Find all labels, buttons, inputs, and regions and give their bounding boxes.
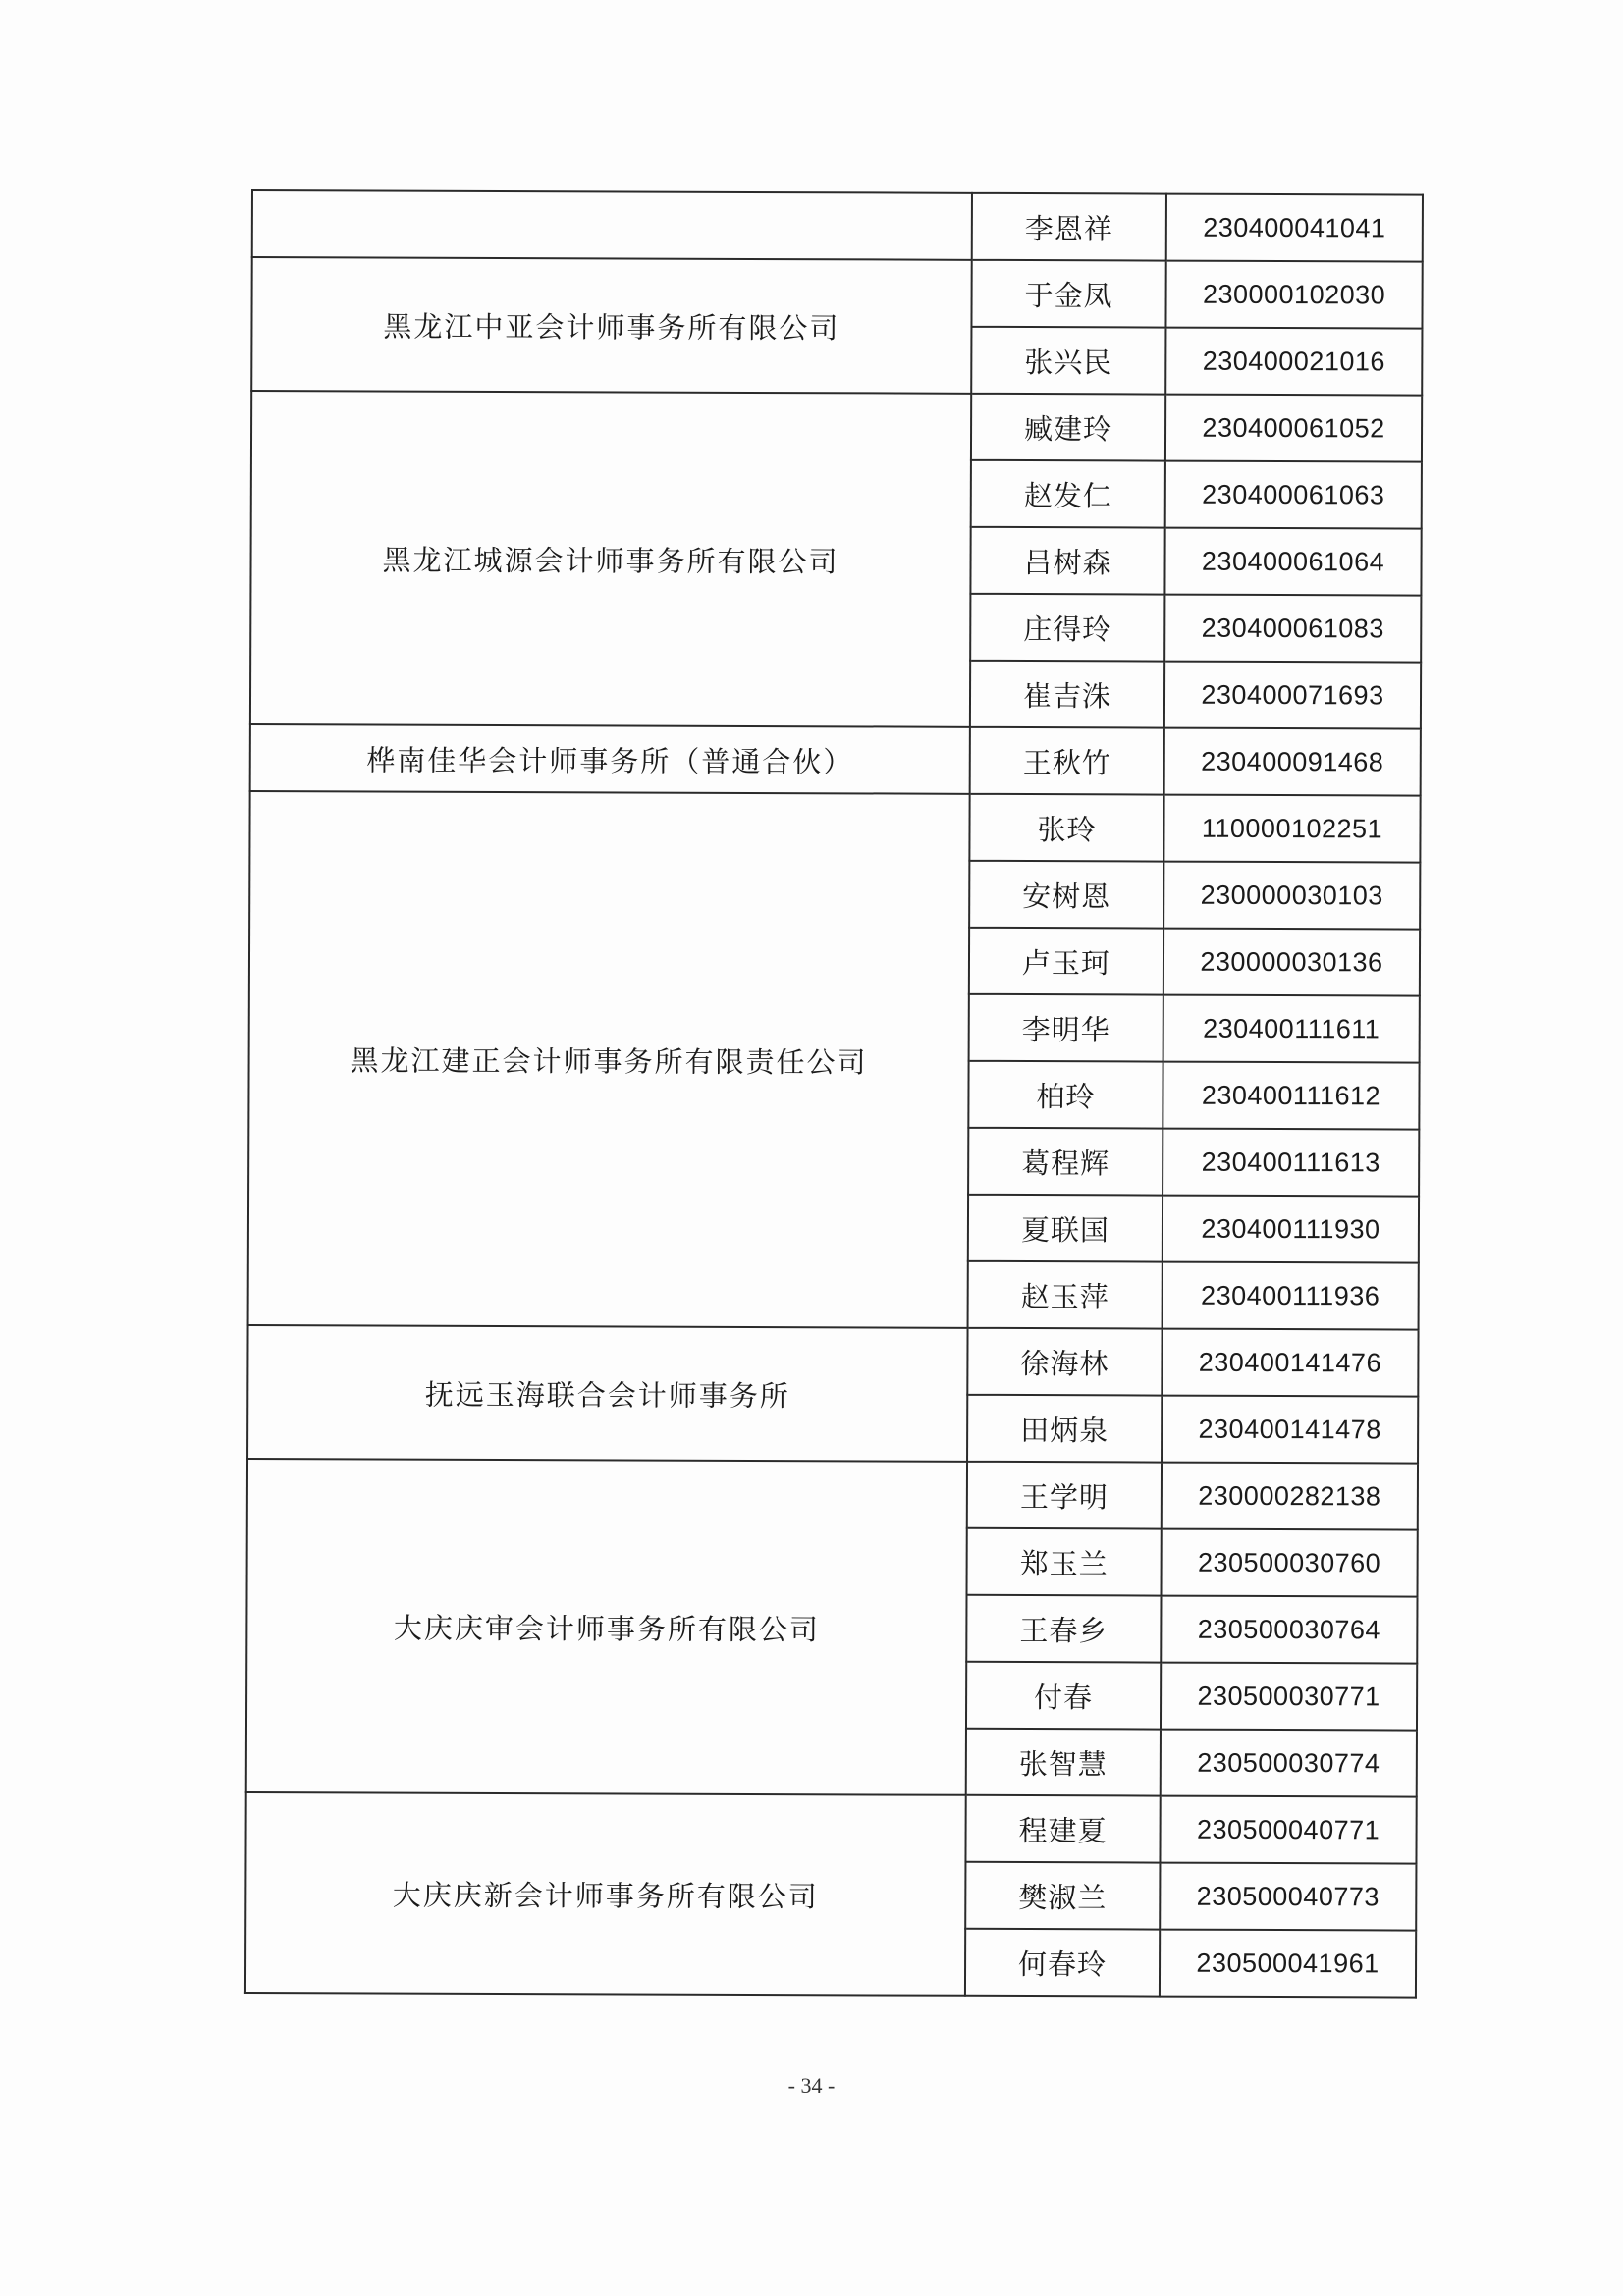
- certificate-number-cell: 230400061083: [1164, 595, 1421, 663]
- table-row: [245, 1792, 1416, 1864]
- accountant-name-cell: 张智慧: [966, 1729, 1161, 1796]
- firm-name-cell: [252, 190, 972, 260]
- accountant-name-cell: 程建夏: [965, 1795, 1160, 1863]
- accountant-name-cell: 樊淑兰: [965, 1862, 1160, 1930]
- accountant-name-cell: 王春乡: [966, 1595, 1161, 1663]
- certificate-number-cell: 230400061064: [1164, 528, 1421, 596]
- registry-table-body: [245, 190, 1423, 1998]
- certificate-number-cell: 230500030764: [1161, 1596, 1417, 1664]
- accountant-name-cell: 崔吉洙: [970, 661, 1164, 728]
- accountant-name-cell: 赵玉萍: [968, 1261, 1163, 1329]
- certificate-number-cell: 230500030771: [1161, 1663, 1417, 1731]
- accountant-name-cell: 王学明: [967, 1462, 1162, 1529]
- table-row: [252, 190, 1423, 262]
- accountant-name-cell: 王秋竹: [970, 727, 1164, 795]
- accountant-name-cell: 何春玲: [965, 1929, 1160, 1997]
- certificate-number-cell: 230000282138: [1162, 1463, 1418, 1530]
- certificate-number-cell: 230400021016: [1165, 328, 1422, 396]
- accountant-name-cell: 郑玉兰: [967, 1528, 1162, 1596]
- certificate-number-cell: 110000102251: [1163, 795, 1420, 863]
- firm-name-cell: 抚远玉海联合会计师事务所: [247, 1325, 968, 1462]
- firm-name-cell: 大庆庆新会计师事务所有限公司: [245, 1792, 966, 1996]
- certificate-number-cell: 230400071693: [1164, 662, 1421, 729]
- accountant-name-cell: 夏联国: [968, 1195, 1163, 1262]
- certificate-number-cell: 230000102030: [1165, 261, 1422, 329]
- accountant-name-cell: 张兴民: [971, 327, 1165, 395]
- certificate-number-cell: 230500030774: [1161, 1730, 1417, 1797]
- certificate-number-cell: 230400091468: [1164, 728, 1421, 796]
- firm-name-cell: 黑龙江中亚会计师事务所有限公司: [251, 257, 972, 394]
- accountant-name-cell: 李恩祥: [972, 193, 1166, 261]
- accountant-name-cell: 葛程辉: [968, 1128, 1163, 1196]
- firm-name-cell: 桦南佳华会计师事务所（普通合伙）: [250, 724, 970, 794]
- accountant-name-cell: 李明华: [969, 994, 1163, 1062]
- certificate-number-cell: 230500040771: [1160, 1796, 1416, 1864]
- certificate-number-cell: 230400141476: [1162, 1329, 1418, 1397]
- table-row: [251, 257, 1422, 329]
- certificate-number-cell: 230500041961: [1160, 1930, 1416, 1998]
- accountant-name-cell: 安树恩: [969, 861, 1163, 929]
- accountant-name-cell: 于金凤: [971, 260, 1165, 328]
- registry-table-container: [244, 189, 1422, 2037]
- certificate-number-cell: 230000030136: [1163, 929, 1420, 996]
- accountant-name-cell: 柏玲: [968, 1061, 1163, 1129]
- cpa-registry-table: [244, 189, 1424, 1999]
- table-row: [247, 1325, 1418, 1397]
- certificate-number-cell: 230400061063: [1165, 461, 1422, 529]
- accountant-name-cell: 吕树森: [970, 527, 1164, 595]
- accountant-name-cell: 庄得玲: [970, 594, 1164, 662]
- accountant-name-cell: 付春: [966, 1662, 1161, 1730]
- certificate-number-cell: 230400141478: [1162, 1396, 1418, 1464]
- firm-name-cell: 黑龙江城源会计师事务所有限公司: [250, 391, 971, 727]
- certificate-number-cell: 230400111936: [1163, 1262, 1419, 1330]
- certificate-number-cell: 230400111930: [1163, 1196, 1419, 1263]
- accountant-name-cell: 臧建玲: [971, 394, 1165, 461]
- page-number: - 34 -: [787, 2073, 836, 2098]
- certificate-number-cell: 230400111613: [1163, 1129, 1419, 1197]
- table-row: [251, 391, 1422, 462]
- accountant-name-cell: 田炳泉: [967, 1395, 1162, 1463]
- certificate-number-cell: 230400111612: [1163, 1062, 1419, 1130]
- certificate-number-cell: 230400061052: [1165, 395, 1422, 462]
- certificate-number-cell: 230500040773: [1160, 1863, 1416, 1931]
- certificate-number-cell: 230000030103: [1163, 862, 1420, 930]
- firm-name-cell: 大庆庆审会计师事务所有限公司: [246, 1459, 967, 1795]
- accountant-name-cell: 徐海林: [967, 1328, 1162, 1396]
- firm-name-cell: 黑龙江建正会计师事务所有限责任公司: [248, 791, 970, 1328]
- certificate-number-cell: 230500030760: [1162, 1529, 1418, 1597]
- certificate-number-cell: 230400111611: [1163, 995, 1420, 1063]
- accountant-name-cell: 赵发仁: [971, 460, 1165, 528]
- table-row: [247, 1459, 1418, 1530]
- accountant-name-cell: 张玲: [969, 794, 1163, 862]
- table-row: [250, 724, 1421, 796]
- table-row: [249, 791, 1420, 863]
- accountant-name-cell: 卢玉珂: [969, 928, 1163, 995]
- certificate-number-cell: 230400041041: [1166, 194, 1423, 262]
